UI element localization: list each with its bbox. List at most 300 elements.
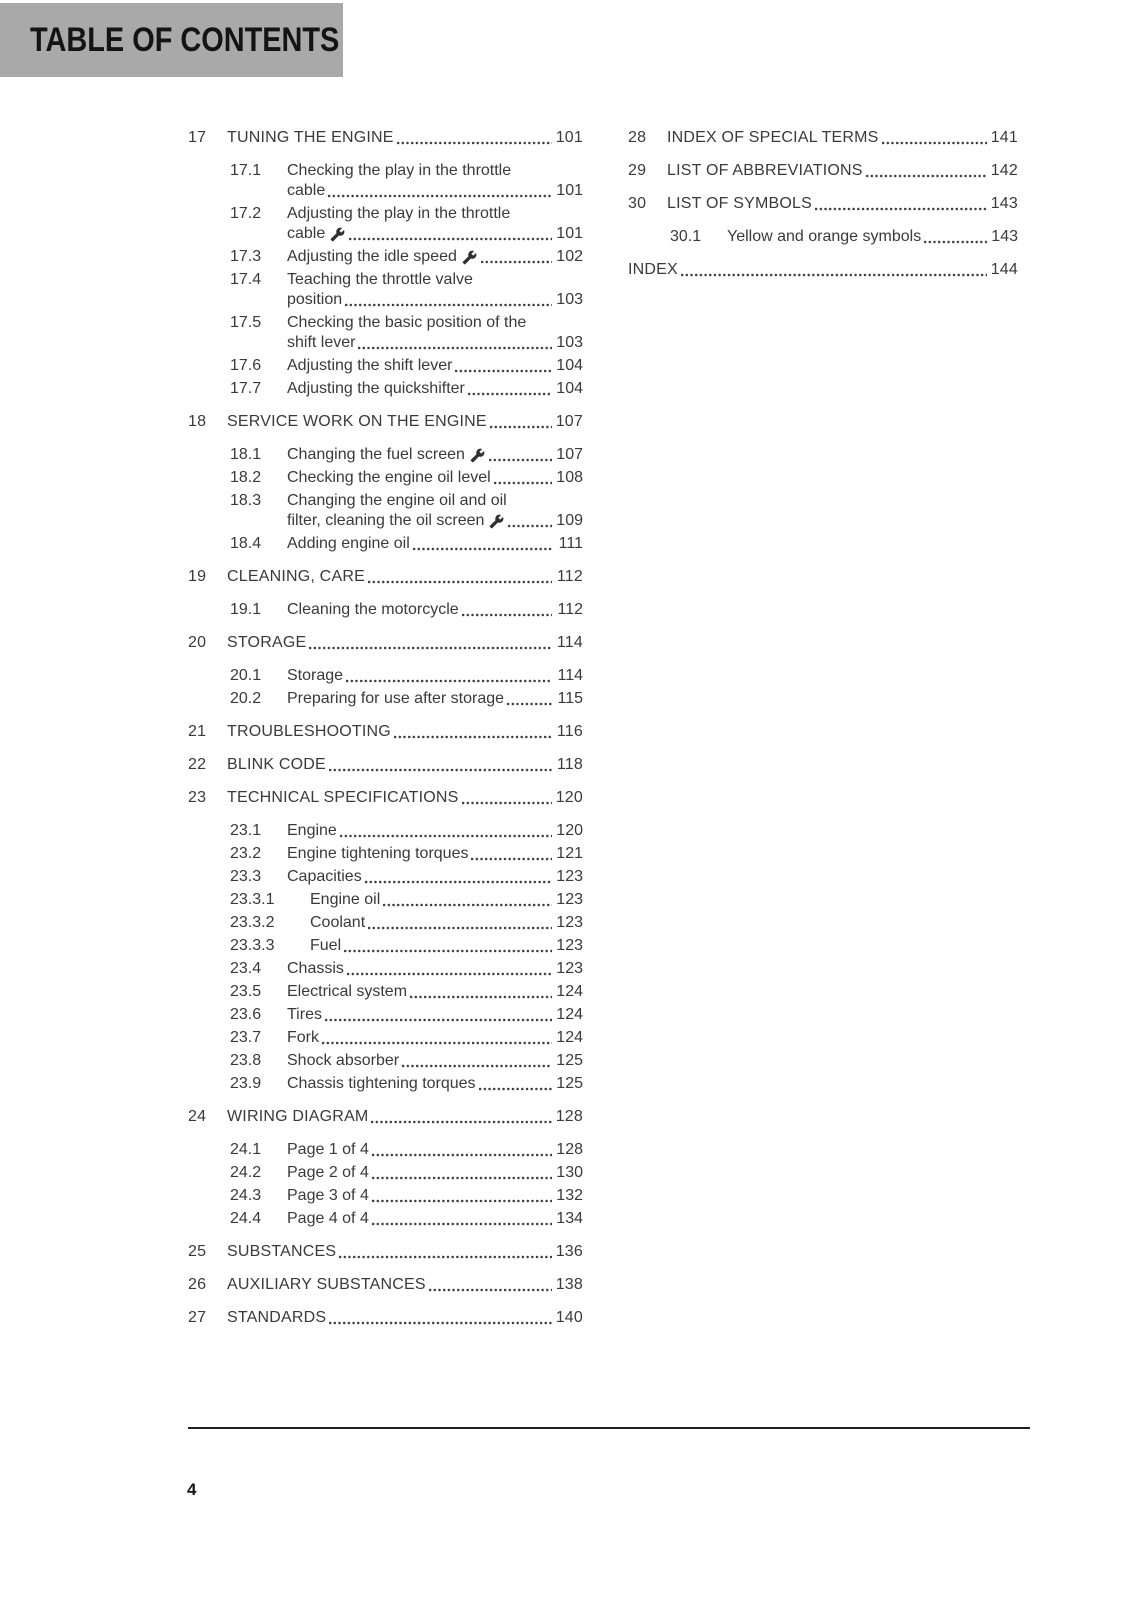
toc-entry [188,491,583,531]
entry-title: Adjusting the idle speed [287,248,457,265]
entry-body [227,788,583,808]
entry-page: 118 [556,756,583,773]
toc-entry [628,260,1018,280]
entry-last-line [287,445,583,465]
entry-number: 23.3.2 [230,914,275,931]
entry-body [287,445,583,465]
entry-title: cable [287,182,326,199]
entry-title: Adjusting the shift lever [287,357,453,374]
toc-entry [188,1163,583,1183]
entry-page: 104 [556,380,583,397]
entry-page: 143 [991,228,1018,245]
toc-entry [188,1242,583,1262]
entry-last-line [287,1005,583,1025]
entry-title: Chassis tightening torques [287,1075,476,1092]
dot-leader [372,1199,552,1203]
entry-title: INDEX [628,261,678,278]
entry-title: Cleaning the motorcycle [287,601,459,618]
entry-title: Page 3 of 4 [287,1187,369,1204]
entry-title: STORAGE [227,634,307,651]
entry-number: 30.1 [670,228,702,245]
entry-title: SERVICE WORK ON THE ENGINE [227,413,487,430]
entry-number: 18 [188,413,207,430]
entry-title: Yellow and orange symbols [727,228,922,245]
entry-number: 18.4 [230,535,262,552]
dot-leader [507,702,552,706]
toc-entry [188,1074,583,1094]
toc-entry [188,534,583,554]
dot-leader [340,834,552,838]
entry-title: Adjusting the quickshifter [287,380,465,397]
dot-leader [508,524,552,528]
dot-leader [462,613,552,617]
entry-body [287,356,583,376]
page-header [0,3,343,77]
dot-leader [481,260,552,264]
entry-number: 20.1 [230,667,262,684]
entry-number: 19 [188,568,207,585]
entry-page: 101 [555,129,583,146]
entry-number: 17.7 [230,380,262,397]
entry-page: 101 [556,182,583,199]
entry-page: 115 [557,690,583,707]
entry-number: 20 [188,634,207,651]
entry-page: 107 [555,413,583,430]
entry-number: 27 [188,1309,207,1326]
entry-title: shift lever [287,334,356,351]
entry-number: 17.5 [230,314,262,331]
entry-body [287,982,583,1002]
entry-page: 125 [556,1052,583,1069]
entry-title: TUNING THE ENGINE [227,129,394,146]
entry-last-line [287,1163,583,1183]
entry-body [287,1051,583,1071]
entry-page: 132 [556,1187,583,1204]
entry-title: Page 2 of 4 [287,1164,369,1181]
toc-entry [188,755,583,775]
entry-last-line [310,890,583,910]
entry-number: 23.4 [230,960,262,977]
entry-number: 23.7 [230,1029,262,1046]
entry-last-line [287,1186,583,1206]
entry-page: 123 [556,868,583,885]
entry-body [287,666,583,686]
entry-body [227,412,583,432]
entry-body [227,633,583,653]
entry-number: 18.3 [230,492,262,509]
entry-number: 17 [188,129,207,146]
toc-entry [628,128,1018,148]
toc-entry [188,468,583,488]
entry-body [310,936,583,956]
entry-body [287,379,583,399]
entry-last-line [287,181,583,201]
dot-leader [372,1176,552,1180]
dot-leader [490,425,552,429]
entry-title: WIRING DIAGRAM [227,1108,369,1125]
dot-leader [322,1041,552,1045]
entry-number: 25 [188,1243,207,1260]
toc-entry [188,412,583,432]
entry-number: 23.3.1 [230,891,275,908]
entry-number: 19.1 [230,601,262,618]
entry-title: CLEANING, CARE [227,568,365,585]
entry-body [287,491,583,531]
toc-entry [188,913,583,933]
entry-body [287,161,583,201]
entry-last-line [287,511,583,531]
dot-leader [328,194,552,198]
toc-entry [188,982,583,1002]
entry-title: Coolant [310,914,366,931]
dot-leader [346,679,552,683]
entry-last-line [667,194,1018,214]
entry-body [227,1275,583,1295]
dot-leader [371,1120,552,1124]
entry-body [667,194,1018,214]
entry-page: 124 [556,983,583,1000]
entry-body [628,260,1018,280]
dot-leader [339,1255,552,1259]
entry-last-line [227,788,583,808]
entry-number: 23.1 [230,822,262,839]
entry-title: SUBSTANCES [227,1243,337,1260]
entry-page: 142 [990,162,1018,179]
toc-entry [628,161,1018,181]
entry-last-line [227,567,583,587]
entry-page: 109 [556,512,583,529]
toc-entry [188,1186,583,1206]
wrench-icon [462,250,477,265]
toc-entry [188,689,583,709]
entry-body [287,1005,583,1025]
entry-last-line [287,534,583,554]
entry-last-line [227,633,583,653]
entry-last-line [227,412,583,432]
entry-number: 29 [628,162,647,179]
entry-title: LIST OF ABBREVIATIONS [667,162,863,179]
entry-number: 17.3 [230,248,262,265]
entry-title: Electrical system [287,983,408,1000]
toc-entry [188,821,583,841]
entry-title: filter, cleaning the oil screen [287,512,485,529]
entry-body [287,1209,583,1229]
page-number: 4 [187,1480,197,1499]
entry-title: Changing the fuel screen [287,446,465,463]
toc-entry [188,600,583,620]
entry-last-line [287,1074,583,1094]
toc-entry [188,633,583,653]
entry-title-line: Checking the play in the throttle [287,162,512,179]
entry-page: 114 [556,634,583,651]
entry-body [287,534,583,554]
dot-leader [365,880,552,884]
entry-last-line [287,290,583,310]
entry-title: Page 1 of 4 [287,1141,369,1158]
entry-page: 121 [556,845,583,862]
entry-last-line [287,844,583,864]
entry-body [287,1186,583,1206]
wrench-icon [470,448,485,463]
entry-page: 103 [556,334,583,351]
entry-page: 123 [556,891,583,908]
entry-last-line [667,128,1018,148]
entry-number: 18.2 [230,469,262,486]
dot-leader [494,481,552,485]
dot-leader [368,580,552,584]
entry-body [287,1028,583,1048]
dot-leader [429,1288,552,1292]
dot-leader [924,240,987,244]
entry-title: Adding engine oil [287,535,410,552]
entry-title: Preparing for use after storage [287,690,505,707]
entry-last-line [287,689,583,709]
entry-page: 136 [555,1243,583,1260]
toc-entry [188,313,583,353]
entry-title: Fuel [310,937,342,954]
entry-number: 24.2 [230,1164,262,1181]
entry-last-line [310,913,583,933]
entry-last-line [287,821,583,841]
entry-title: Engine [287,822,337,839]
dot-leader [410,995,552,999]
entry-last-line [287,1209,583,1229]
entry-body [287,204,583,244]
entry-body [287,689,583,709]
toc-entry [188,1051,583,1071]
entry-number: 23.3.3 [230,937,275,954]
entry-body [667,161,1018,181]
entry-title: position [287,291,343,308]
entry-number: 30 [628,195,647,212]
entry-last-line [287,224,583,244]
dot-leader [329,768,552,772]
footer-rule [188,1427,1030,1429]
entry-body [287,270,583,310]
entry-last-line [287,600,583,620]
toc-entry [188,128,583,148]
dot-leader [368,926,552,930]
dot-leader [325,1018,552,1022]
entry-page: 116 [556,723,583,740]
entry-title-line: Adjusting the play in the throttle [287,205,511,222]
toc-entry [188,567,583,587]
dot-leader [402,1064,552,1068]
dot-leader [383,903,552,907]
entry-title: STANDARDS [227,1309,327,1326]
dot-leader [397,141,552,145]
wrench-icon [330,227,345,242]
entry-last-line [727,227,1018,247]
entry-number: 24.3 [230,1187,262,1204]
entry-title: Storage [287,667,344,684]
entry-last-line [287,982,583,1002]
toc-entry [188,1275,583,1295]
entry-last-line [287,1051,583,1071]
dot-leader [866,174,987,178]
toc-entry [188,666,583,686]
entry-last-line [287,1140,583,1160]
entry-body [227,567,583,587]
entry-body [227,1308,583,1328]
entry-title: INDEX OF SPECIAL TERMS [667,129,879,146]
toc-entry [188,1140,583,1160]
toc-entry [188,1028,583,1048]
entry-body [287,959,583,979]
entry-page: 112 [557,601,583,618]
dot-leader [455,369,552,373]
dot-leader [358,346,552,350]
entry-page: 134 [556,1210,583,1227]
dot-leader [372,1222,552,1226]
toc-entry [188,936,583,956]
entry-number: 21 [188,723,207,740]
entry-page: 104 [556,357,583,374]
entry-page: 123 [556,960,583,977]
toc-column-right [628,115,1018,293]
entry-number: 17.2 [230,205,262,222]
entry-number: 23 [188,789,207,806]
entry-page: 101 [556,225,583,242]
entry-last-line [628,260,1018,280]
toc-entry [188,788,583,808]
toc-entry [188,1209,583,1229]
entry-number: 24.4 [230,1210,262,1227]
dot-leader [681,273,987,277]
toc-entry [188,379,583,399]
entry-number: 23.8 [230,1052,262,1069]
entry-body [287,468,583,488]
toc-entry [188,270,583,310]
dot-leader [413,547,552,551]
dot-leader [479,1087,552,1091]
entry-page: 128 [556,1141,583,1158]
entry-last-line [287,247,583,267]
entry-page: 123 [556,914,583,931]
toc-entry [188,1005,583,1025]
wrench-icon [489,514,504,529]
entry-page: 114 [557,667,583,684]
entry-last-line [287,356,583,376]
entry-number: 22 [188,756,207,773]
entry-body [287,1163,583,1183]
entry-last-line [287,666,583,686]
dot-leader [329,1321,552,1325]
entry-last-line [287,379,583,399]
entry-number: 23.6 [230,1006,262,1023]
entry-page: 103 [556,291,583,308]
entry-page: 120 [555,789,583,806]
entry-body [310,890,583,910]
entry-title: Capacities [287,868,362,885]
entry-title: TECHNICAL SPECIFICATIONS [227,789,459,806]
entry-body [287,821,583,841]
dot-leader [345,303,552,307]
entry-page: 124 [556,1006,583,1023]
toc-entry [188,959,583,979]
entry-page: 120 [556,822,583,839]
entry-title: cable [287,225,326,242]
entry-last-line [227,722,583,742]
entry-number: 17.1 [230,162,262,179]
entry-number: 20.2 [230,690,262,707]
entry-body [287,844,583,864]
entry-page: 141 [990,129,1018,146]
entry-last-line [227,128,583,148]
entry-number: 23.3 [230,868,262,885]
entry-last-line [227,1242,583,1262]
dot-leader [344,949,552,953]
entry-title: Fork [287,1029,319,1046]
entry-number: 17.4 [230,271,262,288]
entry-body [227,722,583,742]
toc-entry [188,1308,583,1328]
entry-number: 18.1 [230,446,262,463]
dot-leader [394,735,552,739]
dot-leader [462,801,553,805]
entry-last-line [287,468,583,488]
toc-entry [188,356,583,376]
entry-body [227,128,583,148]
entry-last-line [227,1107,583,1127]
entry-body [287,313,583,353]
entry-title: Engine tightening torques [287,845,469,862]
entry-title: Shock absorber [287,1052,400,1069]
entry-number: 23.9 [230,1075,262,1092]
entry-page: 111 [558,535,583,552]
dot-leader [468,392,552,396]
entry-body [227,755,583,775]
dot-leader [349,237,552,241]
dot-leader [471,857,552,861]
entry-last-line [287,867,583,887]
entry-number: 23.2 [230,845,262,862]
entry-body [227,1242,583,1262]
entry-last-line [287,1028,583,1048]
toc-entry [628,227,1018,247]
entry-body [227,1107,583,1127]
entry-page: 138 [555,1276,583,1293]
entry-page: 143 [990,195,1018,212]
entry-body [727,227,1018,247]
entry-page: 140 [555,1309,583,1326]
entry-page: 124 [556,1029,583,1046]
dot-leader [815,207,987,211]
toc-entry [188,247,583,267]
entry-title-line: Changing the engine oil and oil [287,492,507,509]
entry-page: 112 [556,568,583,585]
entry-last-line [227,1275,583,1295]
toc-entry [188,1107,583,1127]
toc-entry [188,844,583,864]
entry-title: Page 4 of 4 [287,1210,369,1227]
entry-last-line [287,959,583,979]
entry-title: Engine oil [310,891,381,908]
entry-number: 26 [188,1276,207,1293]
entry-title: Checking the engine oil level [287,469,491,486]
entry-body [287,1140,583,1160]
entry-number: 24.1 [230,1141,262,1158]
entry-last-line [667,161,1018,181]
entry-title: Tires [287,1006,322,1023]
entry-last-line [310,936,583,956]
dot-leader [372,1153,552,1157]
entry-title: TROUBLESHOOTING [227,723,391,740]
entry-page: 108 [556,469,583,486]
entry-body [287,600,583,620]
entry-title-line: Teaching the throttle valve [287,271,473,288]
dot-leader [347,972,552,976]
